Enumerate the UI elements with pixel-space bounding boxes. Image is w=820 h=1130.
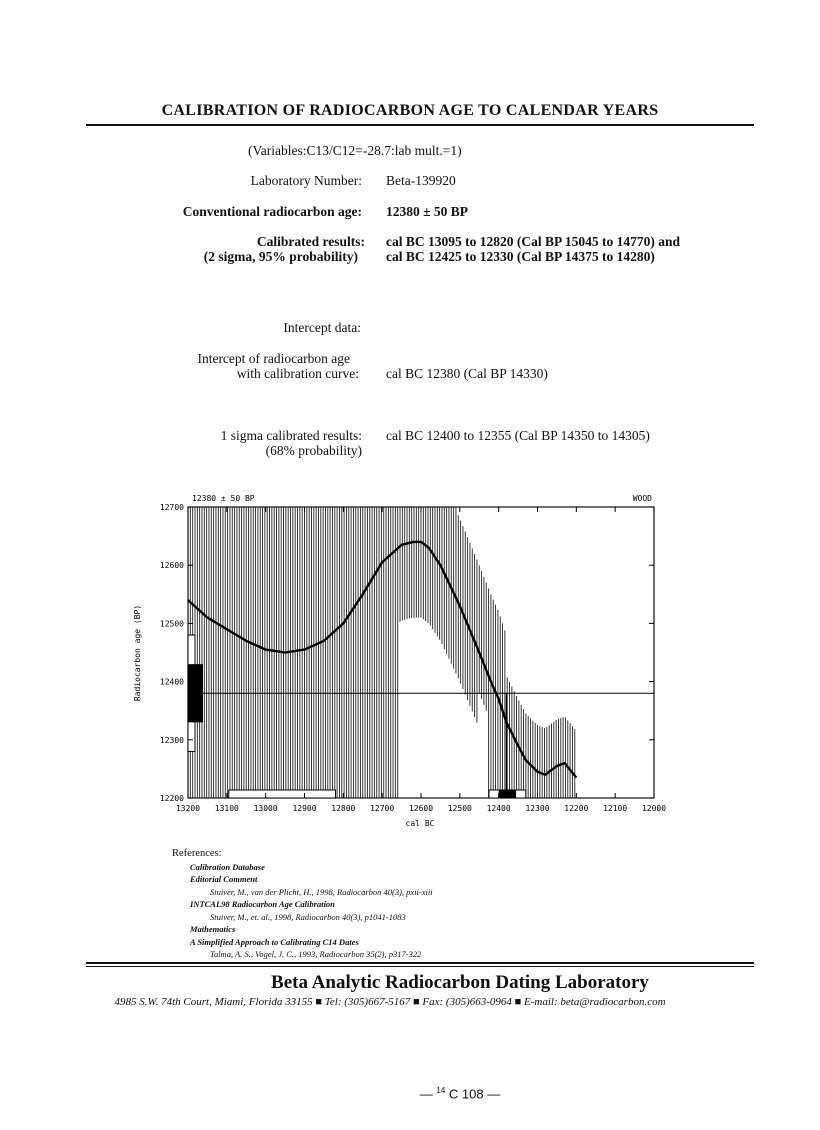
y-tick-label: 12400 bbox=[159, 677, 184, 687]
x-tick-label: 12900 bbox=[292, 804, 317, 813]
x-tick-label: 12000 bbox=[641, 804, 667, 813]
y-tick-label: 12500 bbox=[159, 619, 184, 629]
y-tick-label: 12700 bbox=[159, 503, 184, 512]
reference-citation: Talma, A. S., Vogel, J. C., 1993, Radiocarbon 35(2), p317-322 bbox=[210, 949, 422, 959]
chart-y-axis-label: Radiocarbon age (BP) bbox=[133, 604, 142, 702]
reference-citation: Stuiver, M., van der Plicht, H., 1998, Radiocarbon 40(3), pxii-xiii bbox=[210, 886, 433, 897]
chart-x-axis-label: cal BC bbox=[405, 819, 435, 828]
x-tick-label: 12600 bbox=[408, 804, 434, 813]
intercept-data-label: Intercept data: bbox=[283, 320, 361, 335]
calibrated-results-label: Calibrated results: bbox=[256, 234, 365, 249]
reference-title: INTCAL98 Radiocarbon Age Calibration bbox=[190, 899, 335, 909]
references bbox=[172, 848, 433, 961]
page-number: — $^{14}$ C 108 — bbox=[419, 1086, 501, 1102]
calibrated-results-value-1: cal BC 13095 to 12820 (Cal BP 15045 to 14770) and bbox=[386, 234, 681, 249]
intercept-value: cal BC 12380 (Cal BP 14330) bbox=[386, 366, 548, 381]
calibrated-results-value-2: cal BC 12425 to 12330 (Cal BP 14375 to 14280) bbox=[386, 249, 655, 264]
x-tick-label: 12100 bbox=[603, 804, 628, 813]
y-tick-label: 12600 bbox=[159, 561, 184, 571]
x-tick-label: 12300 bbox=[525, 804, 550, 813]
y-tick-label: 12300 bbox=[159, 735, 184, 745]
range-1sigma-box bbox=[499, 790, 516, 798]
with-curve-label: with calibration curve: bbox=[236, 366, 359, 381]
one-sigma-label: 1 sigma calibrated results: bbox=[220, 428, 362, 443]
reference-title: Mathematics bbox=[190, 924, 236, 934]
reference-citation: Stuiver, M., et. al., 1998, Radiocarbon 40(3), p1041-1083 bbox=[210, 911, 406, 922]
chart-layer bbox=[160, 503, 666, 813]
x-tick-label: 12700 bbox=[370, 804, 395, 813]
lab-address: 4985 S.W. 74th Court, Miami, Florida 33155 ■ Tel: (305)667-5167 ■ Fax: (305)663-0964 ■ E-mail: beta@radiocarbon.com bbox=[114, 996, 666, 1008]
references-heading: References: bbox=[172, 848, 222, 859]
x-tick-label: 12400 bbox=[486, 804, 511, 813]
conventional-age-value: 12380 ± 50 BP bbox=[386, 204, 469, 219]
page-number-superscript: 14 bbox=[436, 1086, 446, 1095]
one-sigma-value: cal BC 12400 to 12355 (Cal BP 14350 to 14305) bbox=[386, 428, 650, 443]
reference-title: A Simplified Approach to Calibrating C14 Dates bbox=[190, 936, 359, 947]
x-tick-label: 13100 bbox=[214, 804, 239, 813]
calibrated-probability-label: (2 sigma, 95% probability) bbox=[203, 249, 358, 264]
x-tick-label: 13200 bbox=[175, 804, 201, 813]
x-tick-label: 12800 bbox=[331, 804, 356, 813]
references-list bbox=[172, 861, 433, 961]
y-tick-label: 12200 bbox=[159, 794, 184, 803]
conventional-age-label: Conventional radiocarbon age: bbox=[182, 204, 362, 219]
x-tick-label: 13000 bbox=[253, 804, 278, 813]
reference-title: Calibration Database bbox=[190, 861, 265, 872]
reference-title: Editorial Comment bbox=[190, 874, 258, 884]
one-sigma-probability-label: (68% probability) bbox=[265, 443, 362, 458]
sample-1sigma-box bbox=[188, 664, 203, 722]
lab-number-value: Beta-139920 bbox=[386, 173, 456, 188]
footer-rule-1 bbox=[86, 962, 754, 964]
x-tick-label: 12500 bbox=[447, 804, 472, 813]
chart-title: 12380 ± 50 BP bbox=[192, 494, 255, 503]
range-2sigma-box bbox=[229, 790, 336, 798]
page-title: CALIBRATION OF RADIOCARBON AGE TO CALENDAR YEARS bbox=[161, 102, 659, 119]
lab-name: Beta Analytic Radiocarbon Dating Laboratory bbox=[271, 972, 649, 993]
x-tick-label: 12200 bbox=[564, 804, 589, 813]
footer-rule-2 bbox=[86, 966, 754, 967]
intercept-of-label: Intercept of radiocarbon age bbox=[197, 351, 350, 366]
page-number-main: C 108 bbox=[448, 1086, 484, 1102]
lab-number-label: Laboratory Number: bbox=[250, 173, 362, 188]
chart-corner-label: WOOD bbox=[632, 494, 652, 503]
variables-line: (Variables:C13/C12=-28.7:lab mult.=1) bbox=[248, 143, 462, 158]
